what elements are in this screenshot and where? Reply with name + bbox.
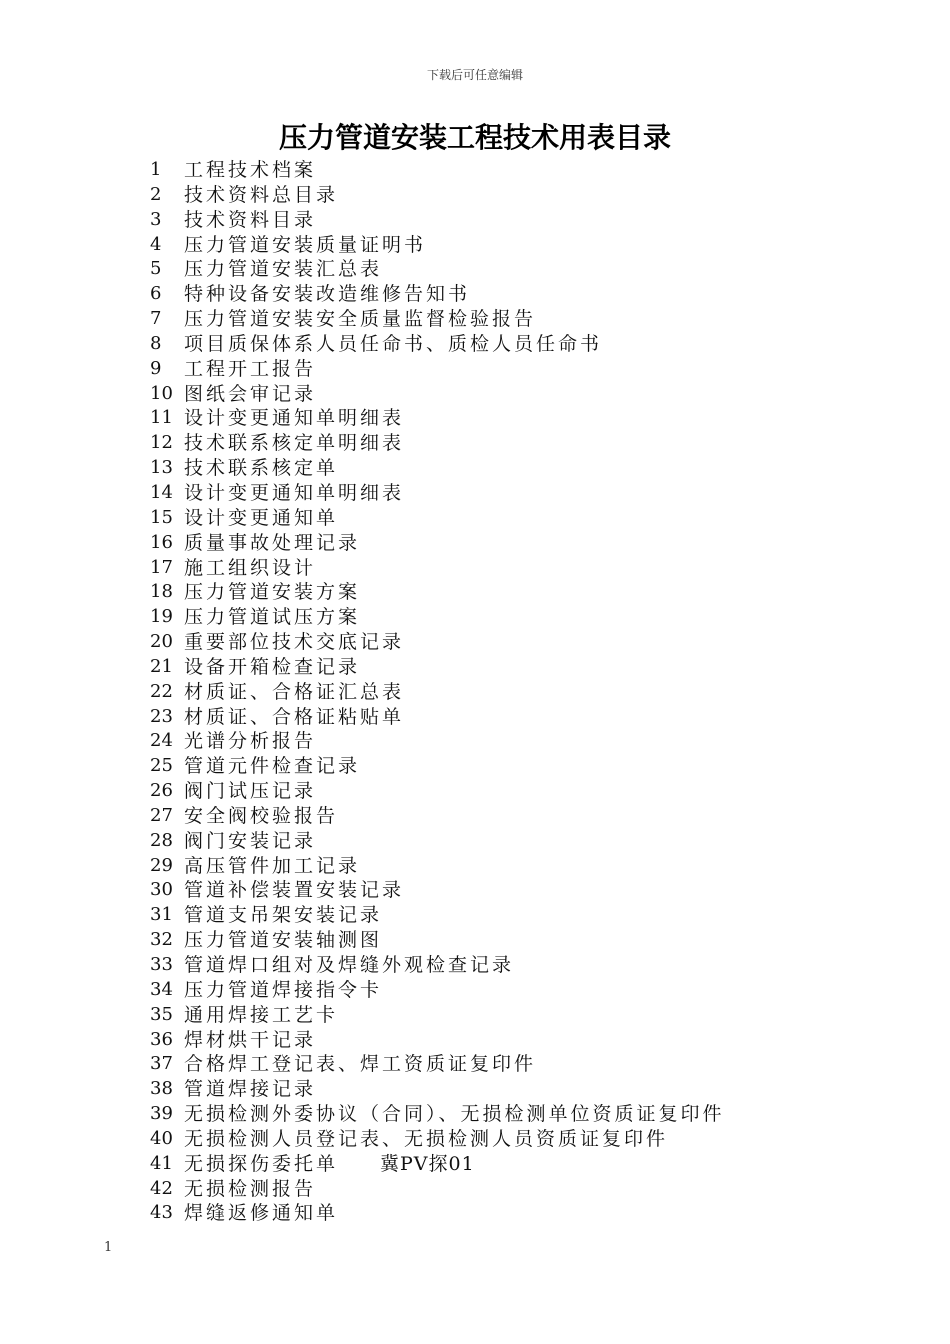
item-text: 技术资料总目录 [184, 183, 339, 206]
item-number: 39 [150, 1103, 173, 1125]
list-item [150, 829, 850, 854]
item-number: 25 [150, 755, 173, 777]
item-text: 质量事故处理记录 [184, 531, 361, 554]
item-number: 42 [150, 1177, 173, 1199]
list-item [150, 903, 850, 928]
list-item [150, 1028, 850, 1053]
item-number: 23 [150, 705, 173, 727]
item-number: 36 [150, 1028, 173, 1050]
item-text: 项目质保体系人员任命书、质检人员任命书 [184, 332, 603, 355]
item-text: 高压管件加工记录 [184, 854, 361, 877]
list-item [150, 357, 850, 382]
item-text: 压力管道安装轴测图 [184, 929, 383, 952]
list-item [150, 307, 850, 332]
item-number: 35 [150, 1003, 173, 1025]
item-number: 27 [150, 804, 173, 826]
list-item [150, 878, 850, 903]
item-text: 光谱分析报告 [184, 730, 317, 753]
list-item [150, 282, 850, 307]
list-item [150, 1077, 850, 1102]
item-number: 31 [150, 904, 173, 926]
list-item [150, 754, 850, 779]
item-text: 压力管道安装安全质量监督检验报告 [184, 308, 537, 331]
item-text: 材质证、合格证汇总表 [184, 680, 405, 703]
item-text: 阀门安装记录 [184, 829, 317, 852]
list-item [150, 556, 850, 581]
list-item [150, 431, 850, 456]
item-text: 无损检测外委协议（合同）、无损检测单位资质证复印件 [184, 1103, 725, 1126]
item-text: 特种设备安装改造维修告知书 [184, 283, 471, 306]
list-item [150, 729, 850, 754]
item-text: 材质证、合格证粘贴单 [184, 705, 405, 728]
list-item [150, 580, 850, 605]
item-text: 设计变更通知单明细表 [184, 407, 405, 430]
item-text: 焊缝返修通知单 [184, 1202, 339, 1225]
item-text: 管道补偿装置安装记录 [184, 879, 405, 902]
item-number: 17 [150, 556, 173, 578]
item-number: 10 [150, 382, 173, 404]
item-text: 安全阀校验报告 [184, 804, 339, 827]
item-number: 21 [150, 655, 173, 677]
list-item [150, 1102, 850, 1127]
item-text: 工程开工报告 [184, 357, 317, 380]
item-text: 阀门试压记录 [184, 780, 317, 803]
item-number: 12 [150, 432, 173, 454]
item-number: 3 [150, 208, 162, 230]
item-number: 26 [150, 780, 173, 802]
item-text: 压力管道安装质量证明书 [184, 233, 427, 256]
item-number: 18 [150, 581, 173, 603]
list-item [150, 655, 850, 680]
list-item [150, 257, 850, 282]
item-form-code: 冀PV探01 [380, 1152, 475, 1175]
page-number: 1 [104, 1240, 113, 1255]
item-text: 工程技术档案 [184, 159, 317, 181]
list-item [150, 705, 850, 730]
item-number: 11 [150, 407, 173, 429]
item-number: 13 [150, 457, 173, 479]
item-number: 41 [150, 1152, 173, 1174]
item-number: 1 [150, 159, 162, 180]
item-text: 合格焊工登记表、焊工资质证复印件 [184, 1053, 537, 1076]
item-text: 设备开箱检查记录 [184, 655, 361, 678]
item-number: 19 [150, 606, 173, 628]
item-text: 施工组织设计 [184, 556, 317, 579]
item-text: 重要部位技术交底记录 [184, 631, 405, 654]
item-number: 28 [150, 829, 173, 851]
list-item [150, 406, 850, 431]
item-text: 压力管道安装方案 [184, 581, 361, 604]
item-number: 20 [150, 631, 173, 653]
list-item [150, 1003, 850, 1028]
list-item [150, 680, 850, 705]
item-number: 43 [150, 1202, 173, 1224]
list-item [150, 158, 850, 183]
item-text: 设计变更通知单 [184, 506, 339, 529]
list-item [150, 481, 850, 506]
item-text: 压力管道焊接指令卡 [184, 978, 383, 1001]
item-number: 14 [150, 481, 173, 503]
list-item [150, 1127, 850, 1152]
item-text: 技术联系核定单 [184, 457, 339, 480]
item-number: 5 [150, 258, 162, 280]
item-number: 38 [150, 1078, 173, 1100]
list-item [150, 1177, 850, 1202]
item-text: 管道元件检查记录 [184, 755, 361, 778]
list-item [150, 506, 850, 531]
item-number: 9 [150, 357, 162, 379]
item-number: 37 [150, 1053, 173, 1075]
item-number: 7 [150, 308, 162, 330]
item-text: 压力管道安装汇总表 [184, 258, 383, 281]
item-number: 29 [150, 854, 173, 876]
item-text: 管道支吊架安装记录 [184, 904, 383, 927]
list-item [150, 804, 850, 829]
list-item [150, 928, 850, 953]
item-text: 通用焊接工艺卡 [184, 1003, 339, 1026]
item-number: 8 [150, 332, 162, 354]
item-text: 技术资料目录 [184, 208, 317, 231]
list-item [150, 1052, 850, 1077]
item-text: 管道焊口组对及焊缝外观检查记录 [184, 954, 515, 976]
list-item [150, 978, 850, 1003]
page-title: 压力管道安装工程技术用表目录 [278, 121, 671, 154]
item-text: 技术联系核定单明细表 [184, 432, 405, 455]
toc-list [150, 158, 850, 1226]
item-number: 32 [150, 929, 173, 951]
item-text: 设计变更通知单明细表 [184, 481, 405, 504]
list-item [150, 1152, 850, 1177]
item-text: 无损检测人员登记表、无损检测人员资质证复印件 [184, 1127, 669, 1150]
list-item [150, 953, 850, 978]
item-number: 4 [150, 233, 162, 255]
list-item [150, 332, 850, 357]
list-item [150, 456, 850, 481]
item-number: 34 [150, 978, 173, 1000]
item-text: 图纸会审记录 [184, 382, 317, 405]
item-number: 40 [150, 1127, 173, 1149]
list-item [150, 208, 850, 233]
list-item [150, 779, 850, 804]
item-number: 24 [150, 730, 173, 752]
item-text: 压力管道试压方案 [184, 606, 361, 629]
list-item [150, 382, 850, 407]
list-item [150, 531, 850, 556]
item-number: 6 [150, 283, 162, 305]
list-item [150, 854, 850, 879]
item-text: 焊材烘干记录 [184, 1028, 317, 1051]
item-number: 2 [150, 183, 162, 205]
item-text: 管道焊接记录 [184, 1078, 317, 1101]
item-number: 30 [150, 879, 173, 901]
item-text: 无损检测报告 [184, 1177, 317, 1200]
list-item [150, 630, 850, 655]
item-text: 无损探伤委托单 [184, 1152, 339, 1175]
list-item [150, 183, 850, 208]
item-number: 22 [150, 680, 173, 702]
item-number: 16 [150, 531, 173, 553]
list-item [150, 1201, 850, 1226]
header-note: 下载后可任意编辑 [426, 68, 523, 82]
list-item [150, 233, 850, 258]
item-number: 15 [150, 506, 173, 528]
item-number: 33 [150, 954, 173, 975]
list-item [150, 605, 850, 630]
